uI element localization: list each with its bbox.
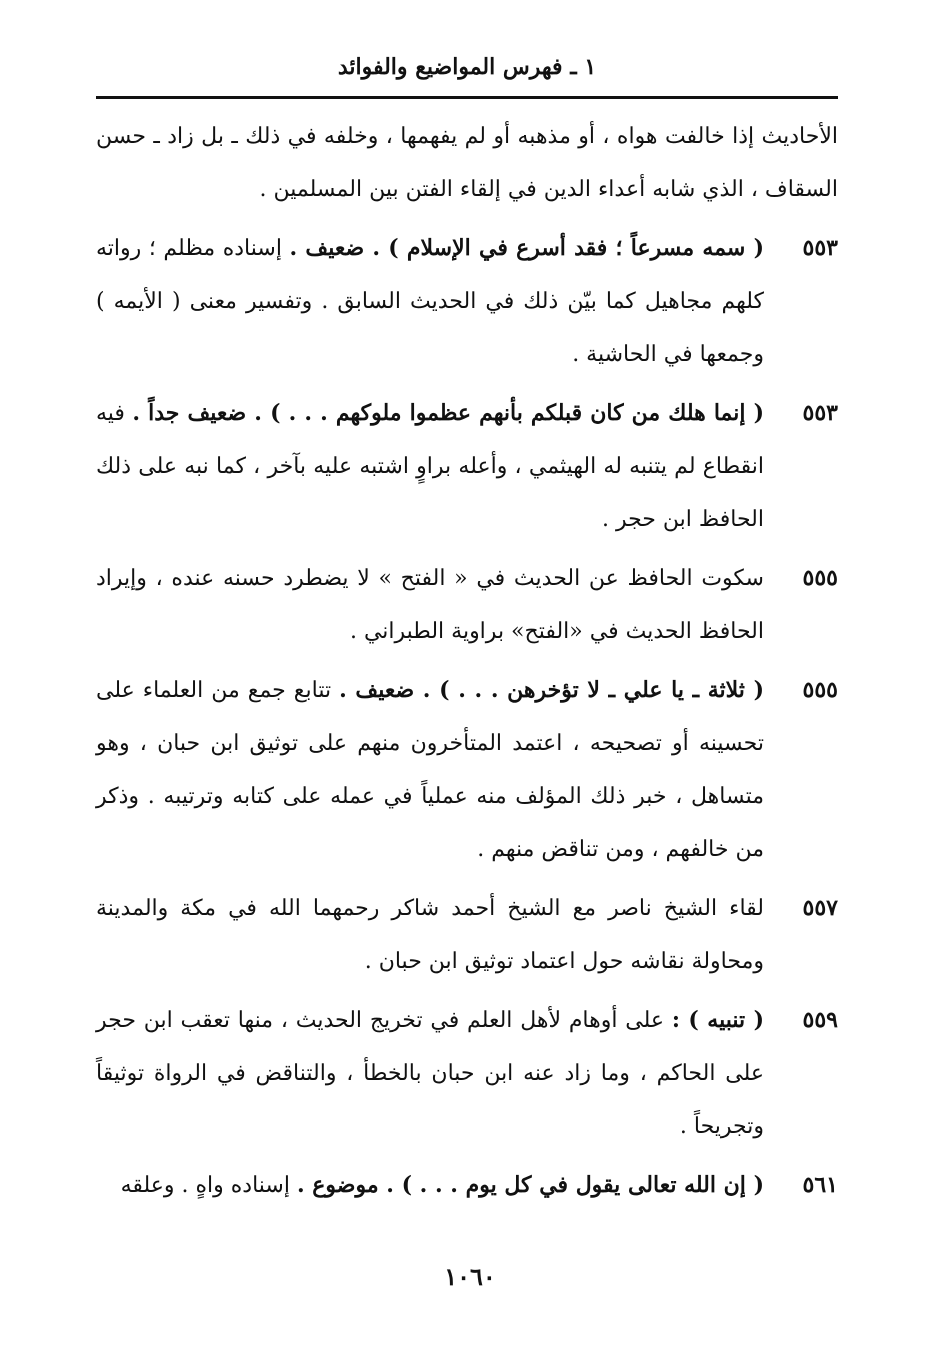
- entry-body-text: لقاء الشيخ ناصر مع الشيخ أحمد شاكر رحمهما الله في مكة والمدينة ومحاولة نقاشه حول اعتماد توثيق ابن حبان .: [96, 896, 764, 974]
- entry-page-number: ٥٥٥: [802, 565, 838, 591]
- entry-bold-text: ( إن الله تعالى يقول في كل يوم . . . ) . موضوع .: [296, 1172, 764, 1198]
- index-content: [96, 110, 838, 1218]
- entry-page-number: ٥٥٣: [802, 235, 838, 261]
- entry-bold-text: ( إنما هلك من كان قبلكم بأنهم عظموا ملوكهم . . . ) . ضعيف جداً .: [132, 400, 764, 426]
- entry-body-text: سكوت الحافظ عن الحديث في « الفتح » لا يضطرد حسنه عنده ، وإيراد الحافظ الحديث في «الفتح» براوية الطبراني .: [96, 566, 764, 644]
- entry-text: [96, 387, 764, 546]
- index-entry: [96, 664, 838, 876]
- index-entry: [96, 994, 838, 1153]
- entry-page-number: ٥٦١: [802, 1172, 838, 1198]
- continued-paragraph: الأحاديث إذا خالفت هواه ، أو مذهبه أو لم يفهمها ، وخلفه في ذلك ـ بل زاد ـ حسن السقاف ، الذي شابه أعداء الدين في إلقاء الفتن بين المسلمين .: [96, 124, 838, 202]
- entry-text: [96, 664, 764, 876]
- entry-body-text: إسناده مظلم ؛ رواته كلهم مجاهيل كما بيّن ذلك في الحديث السابق . وتفسير معنى ( الأيمه ) وجمعها في الحاشية .: [96, 236, 764, 367]
- entry-text: [96, 882, 764, 988]
- entry-text: [96, 994, 764, 1153]
- entry-page-number: ٥٥٣: [802, 400, 838, 426]
- index-entry: [96, 1159, 838, 1212]
- entry-bold-text: ( سمه مسرعاً ؛ فقد أسرع في الإسلام ) . ضعيف .: [289, 235, 764, 261]
- index-entry: [96, 882, 838, 988]
- page-header-title: ١ ـ فهرس المواضيع والفوائد: [337, 54, 597, 80]
- index-entry: [96, 387, 838, 546]
- index-entry: [96, 552, 838, 658]
- entry-text: [96, 1159, 764, 1212]
- entry-body-text: على أوهام لأهل العلم في تخريج الحديث ، منها تعقب ابن حجر على الحاكم ، وما زاد عنه ابن حبان بالخطأ ، والتناقض في الرواة توثيقاً وتجريحاً .: [96, 1008, 764, 1139]
- entry-body-text: إسناده واهٍ . وعلقه: [120, 1173, 297, 1198]
- entry-text: [96, 222, 764, 381]
- entry-page-number: ٥٥٧: [802, 895, 838, 921]
- entry-body-text: فيه انقطاع لم يتنبه له الهيثمي ، وأعله براوٍ اشتبه عليه بآخر ، كما نبه على ذلك الحافظ ابن حجر .: [96, 401, 764, 532]
- entry-page-number: ٥٥٥: [802, 677, 838, 703]
- header-divider: [96, 96, 838, 99]
- index-entry: [96, 222, 838, 381]
- entry-body-text: تتابع جمع من العلماء على تحسينه أو تصحيحه ، اعتمد المتأخرون منهم على توثيق ابن حبان ، وهو متساهل ، خبر ذلك المؤلف منه عملياً في عمله على كتابه وترتيبه . وذكر من خالفهم ، ومن تناقض منهم .: [96, 678, 764, 862]
- page-number: ١٠٦٠: [444, 1262, 496, 1291]
- entry-text: [96, 552, 764, 658]
- entry-page-number: ٥٥٩: [802, 1007, 838, 1033]
- entry-bold-text: ( ثلاثة ـ يا علي ـ لا تؤخرهن . . . ) . ضعيف .: [339, 677, 764, 703]
- entry-bold-text: ( تنبيه ) :: [671, 1007, 764, 1033]
